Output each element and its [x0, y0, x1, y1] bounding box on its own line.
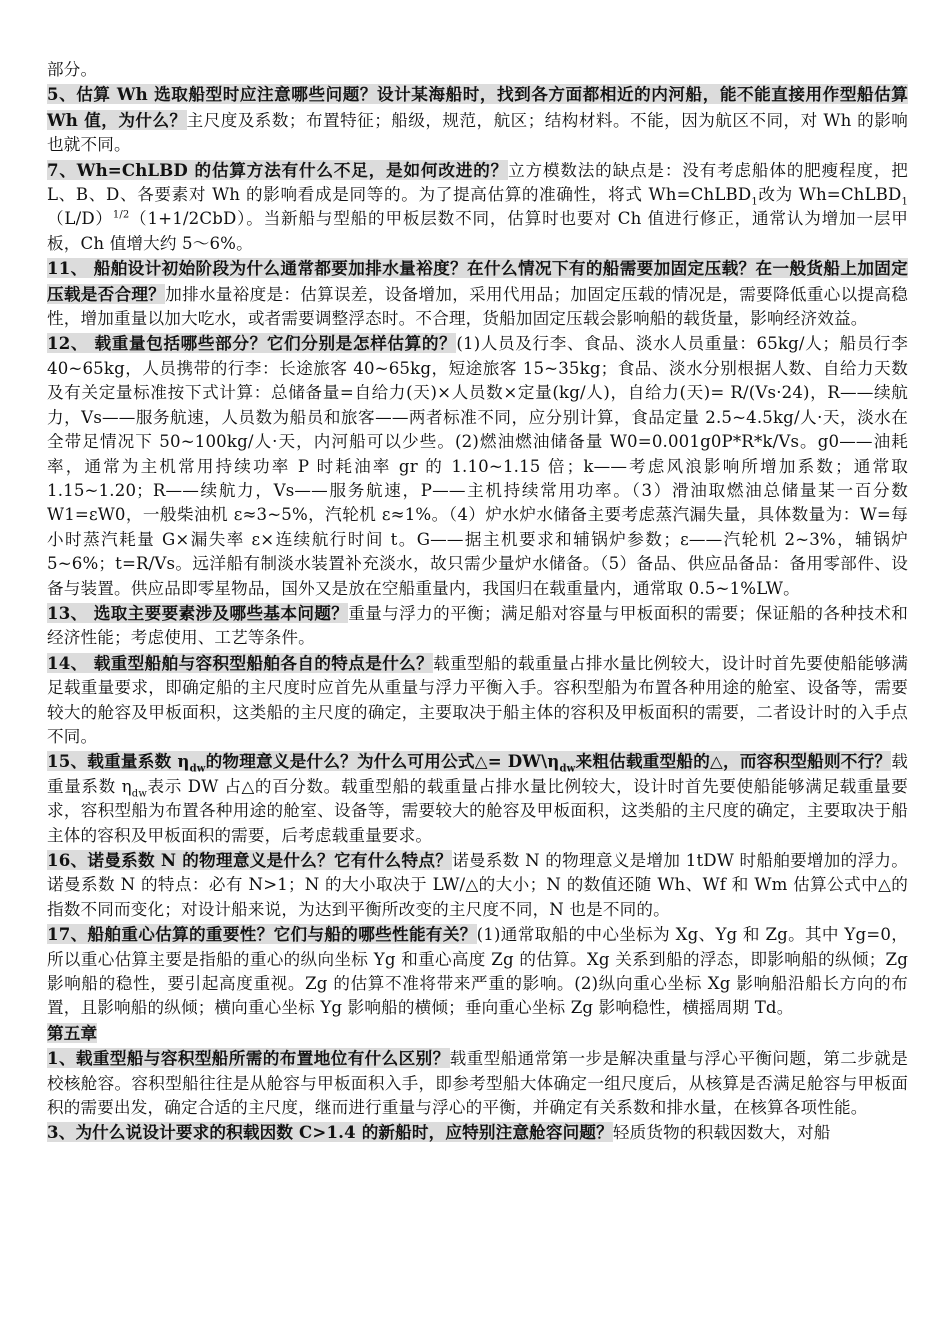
question-13: [47, 601, 908, 651]
question-15-answer-a: 载重量系数 η: [47, 752, 908, 796]
question-15-answer-b: 表示 DW 占△的百分数。载重型船的载重量占排水量比例较大，设计时首先要使船能够满足载重量要求，容积型船为布置各种用途的舱室、设备等，需要较大的舱容及甲板面积，这类船的主尺度的确定，主要取决于船主体的容积及甲板面积的需要，后考虑载重量要求。: [47, 776, 908, 845]
question-5: [47, 82, 908, 157]
chapter-5-question-1: [47, 1046, 908, 1120]
question-5-answer: 主尺度及系数；布置特征；船级，规范，航区；结构材料。不能，因为航区不同，对 Wh 的影响也就不同。: [47, 110, 909, 155]
superscript: 1/2: [112, 209, 130, 221]
question-16-title: 16、诺曼系数 N 的物理意义是什么？它有什么特点？: [47, 850, 453, 870]
question-12: [47, 331, 908, 600]
subscript: dw: [131, 788, 148, 800]
subscript: dw: [559, 763, 576, 775]
question-15-title-c: 来粗估载重型船的△，而容积型船则不行？: [575, 751, 892, 772]
intro-line: 部分。: [47, 60, 98, 79]
question-14: [47, 651, 908, 750]
chapter-heading: [47, 1021, 908, 1046]
question-15: [47, 749, 908, 848]
question-11-answer: 加排水量裕度是：估算误差，设备增加，采用代用品；加固定压载的情况是，需要降低重心以提高稳性，增加重量以加大吃水，或者需要调整浮态时。不合理，货船加固定压载会影响船的载货量，影响经济效益。: [47, 284, 908, 329]
question-15-title-b: 的物理意义是什么？为什么可用公式△= DW\η: [205, 751, 560, 772]
question-13-answer: 重量与浮力的平衡；满足船对容量与甲板面积的需要；保证船的各种技术和经济性能；考虑使用、工艺等条件。: [47, 603, 908, 648]
chapter-5-title: 第五章: [47, 1022, 98, 1043]
question-11: [47, 256, 908, 331]
question-7-answer-c: （L/D）: [47, 209, 113, 229]
question-17: [47, 922, 908, 1021]
chapter-5-question-1-answer: 载重型船通常第一步是解决重量与浮心平衡问题，第二步就是校核舱容。容积型船往往是从舱容与甲板面积入手，即参考型船大体确定一组尺度后，从核算是否满足舱容与甲板面积的需要出发，确定合适的主尺度，继而进行重量与浮心的平衡，并确定有关系数和排水量，在核算各项性能。: [47, 1049, 908, 1118]
question-11-title: 11、 船舶设计初始阶段为什么通常都要加排水量裕度？在什么情况下有的船需要加固定压载？在一般货船上加固定压载是否合理？: [47, 258, 908, 304]
question-7: [47, 158, 908, 257]
question-7-answer-d: （1+1/2CbD）。当新船与型船的甲板层数不同，估算时也要对 Ch 值进行修正，通常认为增加一层甲板，Ch 值增大约 5～6%。: [47, 209, 908, 253]
question-7-answer-b: 改为 Wh=ChLBD: [757, 185, 902, 205]
question-15-title-a: 15、载重量系数 η: [47, 751, 190, 772]
question-7-title: 7、Wh=ChLBD 的估算方法有什么不足，是如何改进的？: [47, 159, 509, 180]
question-13-title: 13、 选取主要要素涉及哪些基本问题？: [47, 602, 349, 623]
question-17-title: 17、船舶重心估算的重要性？它们与船的哪些性能有关？: [47, 924, 477, 945]
chapter-5-question-3-answer: 轻质货物的积载因数大，对船: [612, 1123, 831, 1143]
question-16-answer: 诺曼系数 N 的物理意义是增加 1tDW 时船舶要增加的浮力。诺曼系数 N 的特点：必有 N>1；N 的大小取决于 LW/△的大小；N 的数值还随 Wh、Wf 和 Wm 估算公式中△的指数不同而变化；对设计船来说，为达到平衡所改变的主尺度不同，N 也是不同的。: [47, 851, 908, 919]
question-12-title: 12、 载重量包括哪些部分？它们分别是怎样估算的？: [47, 333, 457, 354]
question-14-answer: 载重型船的载重量占排水量比例较大，设计时首先要使船能够满足载重量要求，即确定船的主尺度时应首先从重量与浮力平衡入手。容积型船为布置各种用途的舱室、设备等，需要较大的舱容及甲板面积，这类船的主尺度的确定，主要取决于船主体的容积及甲板面积的需要，二者设计时的入手点不同。: [47, 653, 908, 746]
question-16: [47, 848, 908, 922]
chapter-5-question-3: [47, 1120, 908, 1145]
chapter-5-question-3-title: 3、为什么说设计要求的积载因数 C>1.4 的新船时，应特别注意舱容问题？: [47, 1122, 613, 1143]
subscript: 1: [901, 196, 908, 208]
question-14-title: 14、 载重型船舶与容积型船舶各自的特点是什么？: [47, 652, 434, 673]
question-5-title: 5、估算 Wh 选取船型时应注意哪些问题？设计某海船时，找到各方面都相近的内河船，能不能直接用作型船估算 Wh 值，为什么？: [47, 84, 908, 130]
subscript: 1: [751, 196, 758, 208]
chapter-5-question-1-title: 1、载重型船与容积型船所需的布置地位有什么区别？: [47, 1048, 450, 1069]
question-7-answer-a: 立方模数法的缺点是：没有考虑船体的肥瘦程度，把 L、B、D、各要素对 Wh 的影响看成是同等的。为了提高估算的准确性，将式 Wh=ChLBD: [47, 160, 908, 205]
subscript: dw: [189, 763, 206, 775]
question-12-answer: (1)人员及行李、食品、淡水人员重量：65kg/人；船员行李 40~65kg，人员携带的行李：长途旅客 40~65kg，短途旅客 15~35kg；食品、淡水分别根据人数、自给力天数及有关定量标准按下式计算：总储备量=自给力(天)×人员数×定量(kg/人)，自给力(天)= R/(Vs·24)，R——续航力，Vs——服务航速，人员数为船员和旅客——两者标准不同，应分别计算，食品定量 2.5~4.5kg/人·天，淡水在全带足情况下 50~100kg/人·天，内河船可以少些。(2)燃油燃油储备量 W0=0.001g0P*R*k/Vs。g0——油耗率，通常为主机常用持续功率 P 时耗油率 gr 的 1.10~1.15 倍；k——考虑风浪影响所增加系数；通常取 1.15~1.20；R——续航力，Vs——服务航速，P——主机持续常用功率。（3）滑油取燃油总储量某一百分数 W1=εW0，一般柴油机 ε≈3~5%，汽轮机 ε≈1%。（4）炉水炉水储备主要考虑蒸汽漏失量，具体数量为：W=每小时蒸汽耗量 G×漏失率 ε×连续航行时间 t。G——据主机要求和辅锅炉参数；ε——汽轮机 2~3%，辅锅炉 5~6%；t=R/Vs。远洋船有制淡水装置补充淡水，故只需少量炉水储备。（5）备品、供应品备品：备用零部件、设备与装置。供应品即零星物品，国外又是放在空船重量内，我国归在载重量内，通常取 0.5~1%LW。: [47, 334, 908, 598]
question-17-answer: (1)通常取船的中心坐标为 Xg、Yg 和 Zg。其中 Yg=0，所以重心估算主要是指船的重心的纵向坐标 Yg 和重心高度 Zg 的估算。Xg 关系到船的浮态，即影响船的纵倾；Zg 影响船的稳性，要引起高度重视。Zg 的估算不准将带来严重的影响。(2)纵向重心坐标 Xg 影响船沿船长方向的布置，且影响船的纵倾；横向重心坐标 Yg 影响船的横倾；垂向重心坐标 Zg 影响稳性，横摇周期 Td。: [47, 925, 908, 1018]
intro-text: [47, 58, 908, 82]
